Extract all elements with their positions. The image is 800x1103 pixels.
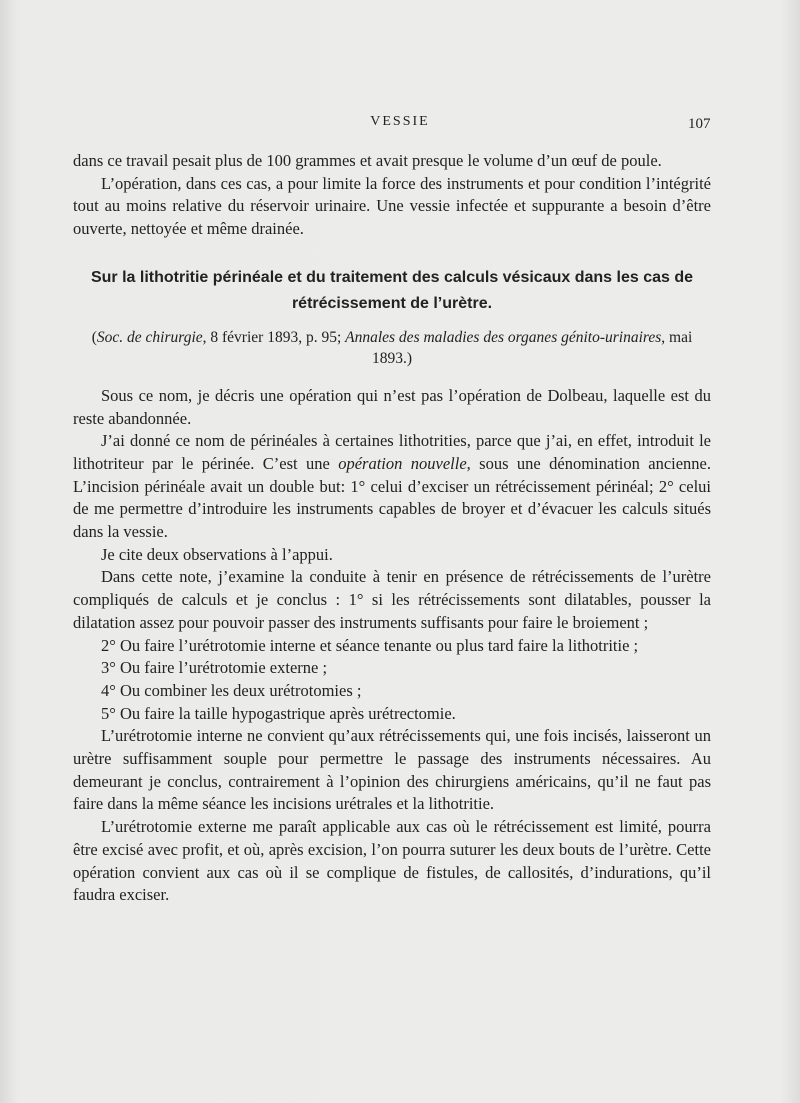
list-item: 2° Ou faire l’urétrotomie interne et séance tenante ou plus tard faire la lithotritie ; — [101, 635, 639, 655]
paragraph: Je cite deux observations à l’appui. — [101, 544, 333, 564]
list-item: 3° Ou faire l’urétrotomie externe ; — [101, 658, 328, 678]
citation-society: Soc. de chirurgie — [96, 328, 203, 346]
paragraph-text: J’ai donné ce nom de périnéales à certaines lithotrities, parce que j’ai, en effet, introduit le lithotriteur par le périnée. C’est une — [73, 431, 711, 473]
running-title: VESSIE — [370, 114, 430, 129]
citation-close: , mai 1893.) — [371, 328, 693, 367]
emphasis: opération nouvelle — [338, 453, 467, 473]
paragraph: L’opération, dans ces cas, a pour limite la force des instruments et pour condition l’intégrité tout au moins relative du réservoir urinaire. Une vessie infectée et suppurante a besoin d’être ouverte, nettoyée et même drainée. — [73, 173, 711, 239]
citation-open: ( — [91, 328, 97, 346]
citation-date: , 8 février 1893, p. 95; — [202, 328, 346, 346]
body-text — [73, 150, 711, 907]
list-item: 4° Ou combiner les deux urétrotomies ; — [101, 680, 362, 700]
paragraph-continued: dans ce travail pesait plus de 100 grammes et avait presque le volume d’un œuf de poule. — [73, 151, 662, 170]
paragraph: Sous ce nom, je décris une opération qui n’est pas l’opération de Dolbeau, laquelle est du reste abandonnée. — [73, 385, 711, 428]
citation-journal: Annales des maladies des organes génito-urinaires — [345, 328, 662, 346]
paragraph: Dans cette note, j’examine la conduite à tenir en présence de rétrécissements de l’urètre compliqués de calculs et je conclus : 1° si les rétrécissements sont dilatables, pousser la dilatation assez pour pouvoir passer des instruments suffisants pour faire le broiement ; — [73, 567, 711, 632]
section-title: Sur la lithotritie périnéale et du traitement des calculs vésicaux dans les cas de rétrécissement de l’urètre. — [90, 268, 693, 312]
list-item: 5° Ou faire la taille hypogastrique après urétrectomie. — [101, 703, 456, 723]
citation — [73, 327, 711, 369]
paragraph-text: , sous une dénomination ancienne. L’incision périnéale avait un double but: 1° celui d’exciser un rétrécissement périnéal; 2° celui de me permettre d’introduire les instruments capables de broyer et d’évacuer les calculs situés dans la vessie. — [73, 453, 712, 542]
page-number: 107 — [688, 116, 711, 132]
paragraph: L’urétrotomie interne ne convient qu’aux rétrécissements qui, une fois incisés, laisseront un urètre suffisamment souple pour permettre le passage des instruments nécessaires. Au demeurant je conclus, contrairement à l’opinion des chirurgiens américains, qu’il ne faut pas faire dans la même séance les incisions urétrales et la lithotritie. — [73, 726, 711, 814]
paragraph — [73, 430, 711, 544]
paragraph: L’urétrotomie externe me paraît applicable aux cas où le rétrécissement est limité, pourra être excisé avec profit, et où, après excision, l’on pourra suturer les deux bouts de l’urètre. Cette opération convient aux cas où il se complique de fistules, de callosités, d’indurations, qu’il faudra exciser. — [73, 817, 711, 905]
